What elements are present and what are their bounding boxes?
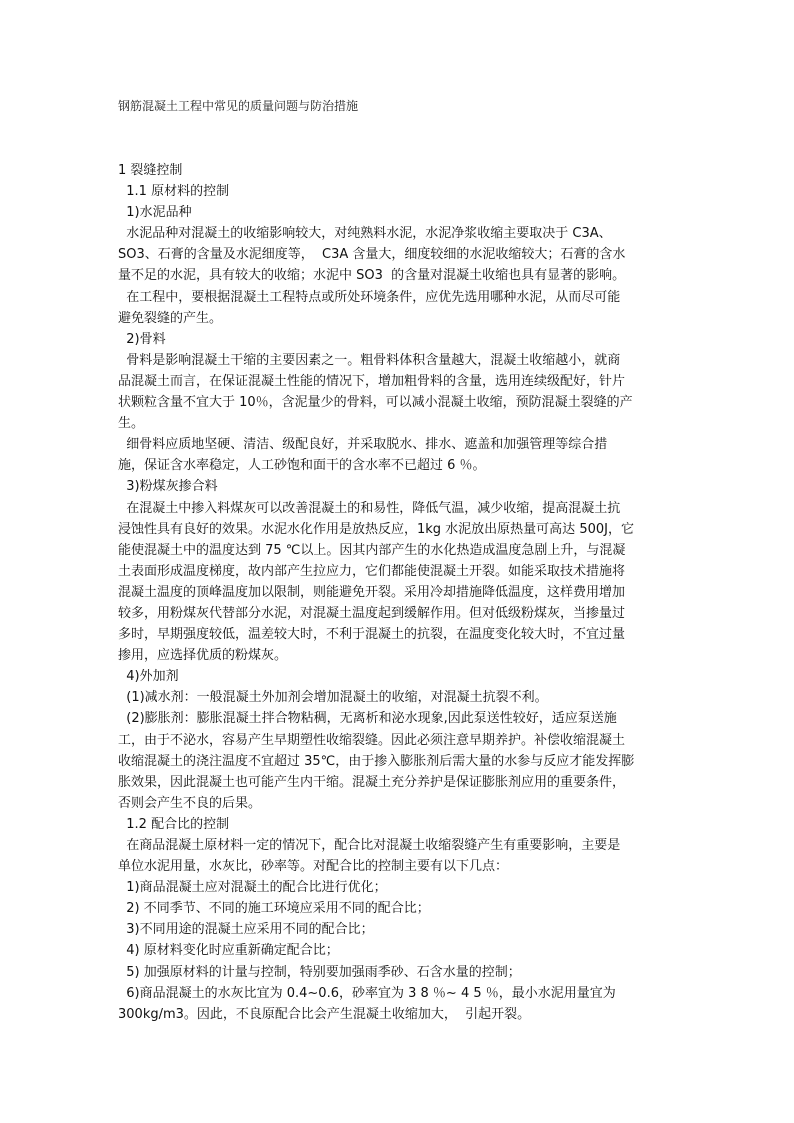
text-line: 较多，用粉煤灰代替部分水泥，对混凝土温度起到缓解作用。但对低级粉煤灰，当掺量过	[118, 605, 626, 621]
text-line: 水泥品种对混凝土的收缩影响较大，对纯熟料水泥，水泥净浆收缩主要取决于 C3A、	[118, 226, 612, 242]
text-line: 在工程中，要根据混凝土工程特点或所处环境条件，应优先选用哪种水泥，从而尽可能	[118, 289, 621, 305]
text-line: 4) 原材料变化时应重新确定配合比；	[118, 943, 339, 959]
text-line: 施，保证含水率稳定，人工砂饱和面干的含水率不已超过 6 ％。	[118, 458, 486, 474]
text-line: 工，由于不泌水，容易产生早期塑性收缩裂缝。因此必须注意早期养护。补偿收缩混凝土	[118, 732, 626, 748]
text-line: 在商品混凝土原材料一定的情况下，配合比对混凝土收缩裂缝产生有重要影响，主要是	[118, 838, 621, 853]
text-line: 1 裂缝控制	[118, 163, 183, 178]
text-line: 浸蚀性具有良好的效果。水泥水化作用是放热反应，1kg 水泥放出原热量可高达 500J，它	[118, 521, 634, 537]
text-line: 1.2 配合比的控制	[118, 816, 230, 832]
document-title: 钢筋混凝土工程中常见的质量问题与防治措施	[118, 99, 359, 113]
text-line: 掺用，应选择优质的粉煤灰。	[118, 648, 288, 664]
text-line: 6)商品混凝土的水灰比宜为 0.4~0.6，砂率宜为 3 8 ％~ 4 5 ％，最小水泥用量宜为	[118, 985, 616, 1001]
text-line: 4)外加剂	[118, 669, 179, 685]
text-line: 避免裂缝的产生。	[118, 310, 223, 326]
text-line: 1)水泥品种	[118, 205, 192, 221]
text-line: 1.1 原材料的控制	[118, 184, 230, 200]
text-line: 单位水泥用量，水灰比，砂率等。对配合比的控制主要有以下几点：	[118, 859, 509, 875]
text-line: 300kg/m3。因此，不良原配合比会产生混凝土收缩加大， 引起开裂。	[118, 1006, 531, 1022]
text-line: 状颗粒含量不宜大于 10％，含泥量少的骨料，可以减小混凝土收缩，预防混凝土裂缝的产	[118, 395, 633, 411]
text-line: 品混凝土而言，在保证混凝土性能的情况下，增加粗骨料的含量，选用连续级配好，针片	[118, 373, 626, 389]
text-line: SO3、石膏的含量及水泥细度等， C3A 含量大，细度较细的水泥收缩较大；石膏的含水	[118, 247, 626, 263]
text-line: 3)不同用途的混凝土应采用不同的配合比；	[118, 922, 374, 938]
text-line: 2)骨料	[118, 331, 166, 347]
text-line: 在混凝土中掺入料煤灰可以改善混凝土的和易性，降低气温，减少收缩，提高混凝土抗	[118, 500, 621, 516]
text-line: 多时，早期强度较低，温差较大时，不利于混凝土的抗裂，在温度变化较大时，不宜过量	[118, 627, 626, 643]
text-line: 量不足的水泥，具有较大的收缩；水泥中 SO3 的含量对混凝土收缩也具有显著的影响。	[118, 268, 626, 284]
text-line: 能使混凝土中的温度达到 75 ℃以上。因其内部产生的水化热造成温度急剧上升，与混凝	[118, 542, 626, 558]
text-line: 否则会产生不良的后果。	[118, 795, 262, 811]
text-line: 骨料是影响混凝土干缩的主要因素之一。粗骨料体积含量越大，混凝土收缩越小，就商	[118, 352, 621, 368]
document-body	[118, 160, 678, 1025]
text-line: 生。	[118, 416, 145, 432]
text-line: 细骨料应质地坚硬、清洁、级配良好，并采取脱水、排水、遮盖和加强管理等综合措	[118, 437, 608, 453]
text-line: 2) 不同季节、不同的施工环境应采用不同的配合比；	[118, 901, 430, 917]
text-line: (2)膨胀剂：膨胀混凝土拌合物粘稠，无离析和泌水现象,因此泵送性较好，适应泵送施	[118, 711, 617, 727]
text-line: 土表面形成温度梯度，故内部产生拉应力，它们都能使混凝土开裂。如能采取技术措施将	[118, 563, 626, 579]
text-line: 3)粉煤灰掺合料	[118, 479, 218, 495]
text-line: 5) 加强原材料的计量与控制，特别要加强雨季砂、石含水量的控制；	[118, 964, 521, 980]
text-line: 收缩混凝土的浇注温度不宜超过 35℃，由于掺入膨胀剂后需大量的水参与反应才能发挥膨	[118, 753, 635, 769]
text-line: 胀效果，因此混凝土也可能产生内干缩。混凝土充分养护是保证膨胀剂应用的重要条件，	[118, 774, 626, 790]
text-line: 1)商品混凝土应对混凝土的配合比进行优化；	[118, 880, 387, 896]
text-line: (1)减水剂：一般混凝土外加剂会增加混凝土的收缩，对混凝土抗裂不利。	[118, 690, 548, 706]
text-line: 混凝土温度的顶峰温度加以限制，则能避免开裂。采用冷却措施降低温度，这样费用增加	[118, 584, 626, 600]
